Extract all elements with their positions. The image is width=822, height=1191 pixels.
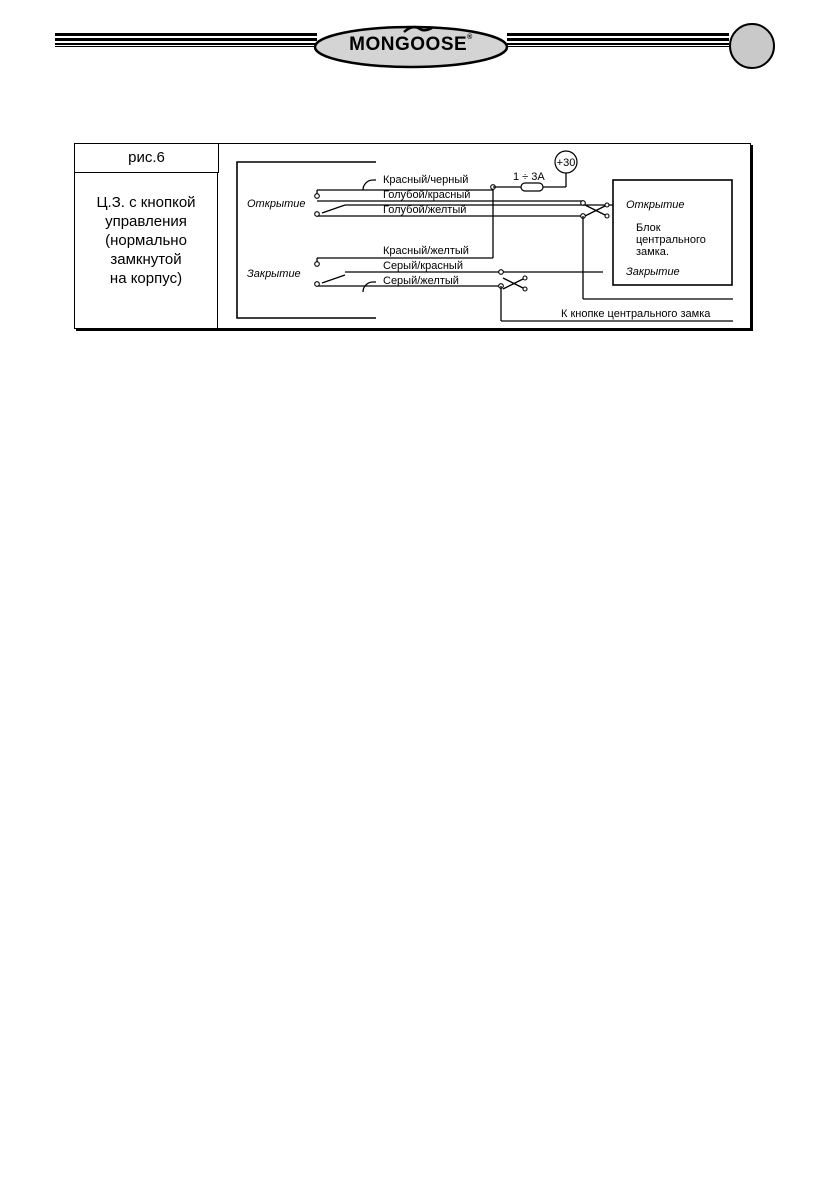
wire-label-red-yellow: Красный/желтый [383, 245, 469, 257]
terminal-dot [315, 282, 320, 287]
registered-mark: ® [467, 34, 473, 41]
wire-label-blue-red: Голубой/красный [383, 189, 471, 201]
description-line: на корпус) [109, 270, 183, 287]
header-rule-right [507, 33, 729, 48]
close-contact-arc [363, 282, 376, 292]
unit-name-line: замка. [636, 246, 669, 258]
close-switch-lever [322, 275, 345, 283]
junction-dot [499, 270, 504, 275]
fuse-icon [521, 183, 543, 191]
header-rule-left [55, 33, 317, 48]
description-line: Ц.З. с кнопкой [96, 194, 196, 211]
unit-name-line: центрального [636, 234, 706, 246]
relay-box-outline [237, 162, 376, 318]
left-open-label: Открытие [247, 198, 306, 210]
button-label: К кнопке центрального замка [561, 308, 711, 320]
unit-open-label: Открытие [626, 199, 685, 211]
brand-name: MONGOOSE [349, 34, 468, 55]
page-number-circle [729, 23, 775, 69]
wire-label-red-black: Красный/черный [383, 174, 469, 186]
terminal-dot [315, 262, 320, 267]
brand-logo [312, 22, 510, 70]
description-line: замкнутой [110, 251, 182, 268]
unit-name-line: Блок [636, 222, 661, 234]
wire-label-gray-yellow: Серый/желтый [383, 275, 459, 287]
terminal-dot [315, 194, 320, 199]
figure-table [74, 143, 751, 329]
wire-label-gray-red: Серый/красный [383, 260, 463, 272]
fuse-label: 1 ÷ 3A [513, 171, 545, 183]
power-label: +30 [556, 157, 576, 169]
open-switch-lever [322, 205, 345, 213]
figure-label: рис.6 [75, 144, 219, 173]
scissors-icon [503, 276, 527, 291]
unit-close-label: Закрытие [626, 266, 680, 278]
wire-label-blue-yellow: Голубой/желтый [383, 204, 467, 216]
terminal-dot [315, 212, 320, 217]
wiring-diagram [75, 144, 750, 328]
open-contact-arc [363, 180, 376, 190]
left-close-label: Закрытие [247, 268, 301, 280]
description-line: управления [105, 213, 187, 230]
description-line: (нормально [105, 232, 187, 249]
